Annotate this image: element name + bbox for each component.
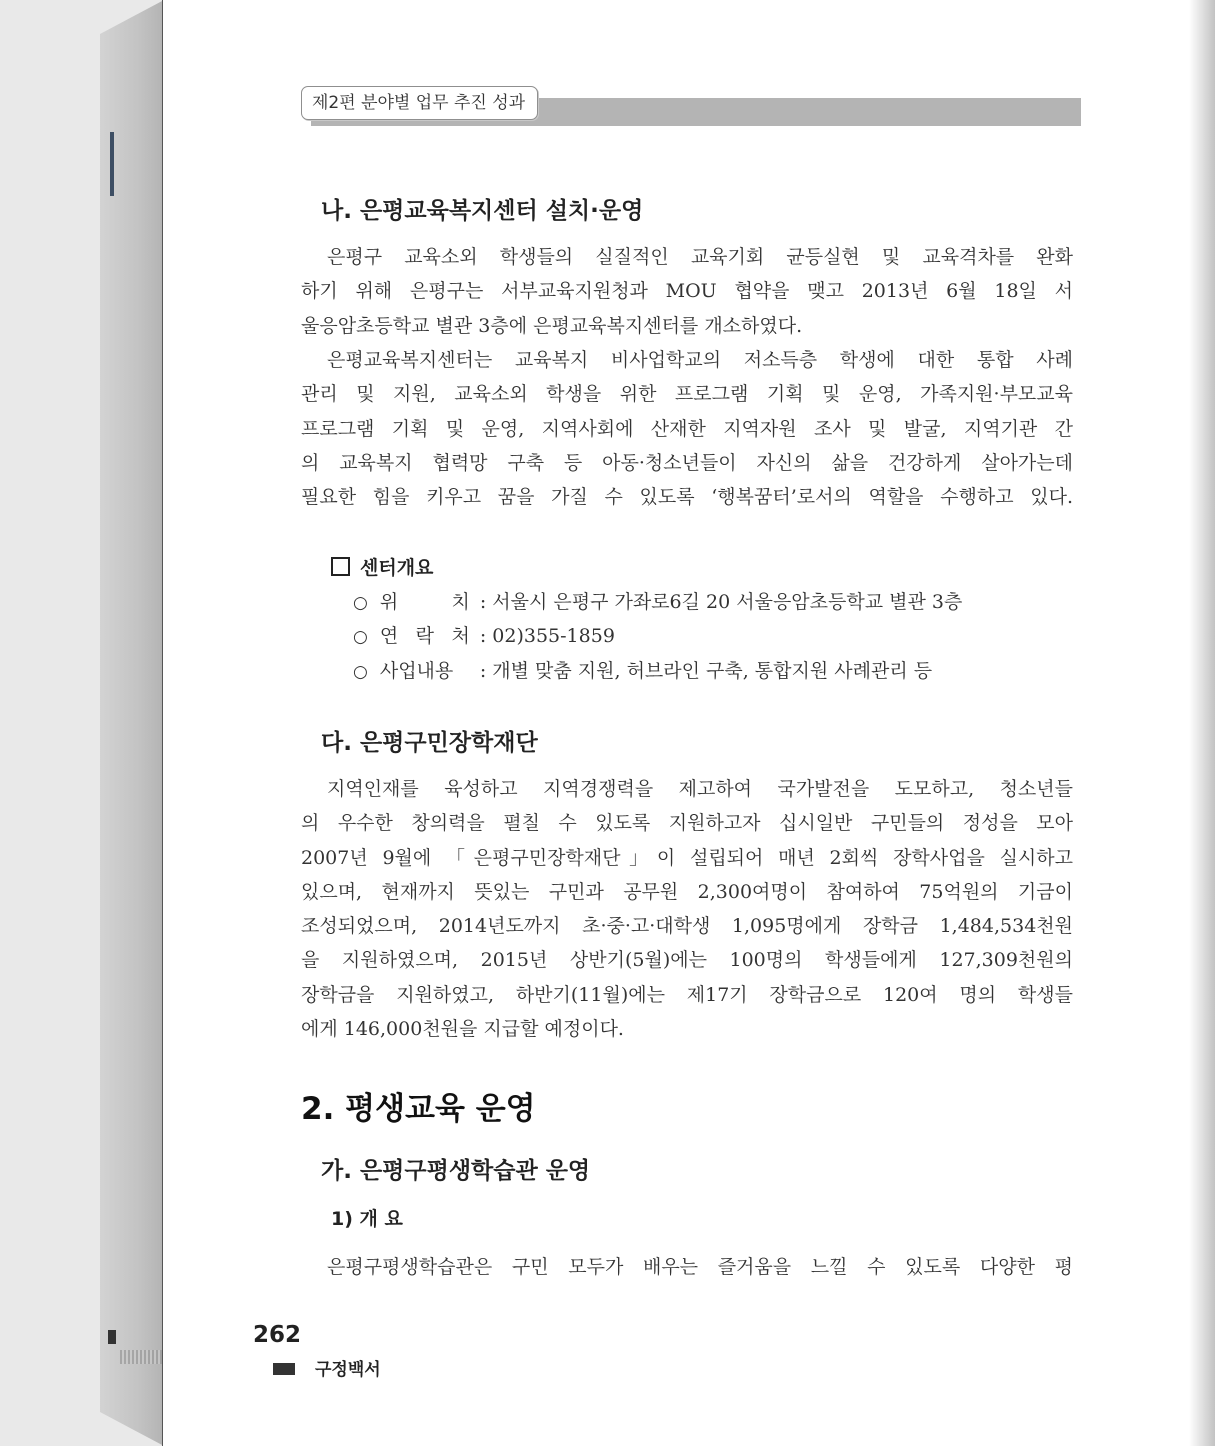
text-line: 은평구 교육소외 학생들의 실질적인 교육기회 균등실현 및 교육격차를 완화 — [327, 246, 1073, 268]
paragraph-ga — [301, 1250, 1073, 1284]
document-page — [162, 0, 1215, 1446]
square-bullet-icon — [331, 557, 350, 576]
text-line: 울응암초등학교 별관 3층에 은평교육복지센터를 개소하였다. — [301, 314, 803, 337]
heading-na: 나. 은평교육복지센터 설치·운영 — [321, 198, 644, 224]
heading-ga: 가. 은평구평생학습관 운영 — [321, 1158, 591, 1184]
heading-overview: 1) 개 요 — [331, 1208, 403, 1230]
section-header-tab: 제2편 분야별 업무 추진 성과 — [301, 86, 538, 120]
footer-book-title: 구정백서 — [315, 1360, 381, 1380]
text-line: 은평구평생학습관은 구민 모두가 배우는 즐거움을 느낄 수 있도록 다양한 평 — [327, 1256, 1073, 1278]
footer-bar — [273, 1363, 295, 1375]
info-label: 사업내용 — [379, 659, 454, 682]
info-item-contact — [353, 619, 962, 653]
text-line: 의 우수한 창의력을 펼칠 수 있도록 지원하고자 십시일반 구민들의 정성을 모아 — [301, 812, 1073, 835]
text-line: 하기 위해 은평구는 서부교육지원청과 MOU 협약을 맺고 2013년 6월 18일 서 — [301, 280, 1073, 303]
spine-stripe — [120, 1350, 164, 1364]
text-line: 장학금을 지원하였고, 하반기(11월)에는 제17기 장학금으로 120여 명의 학생들 — [301, 983, 1073, 1006]
text-line: 조성되었으며, 2014년도까지 초·중·고·대학생 1,095명에게 장학금 1,484,534천원 — [301, 915, 1073, 938]
center-overview-label: 센터개요 — [360, 557, 434, 579]
text-line: 프로그램 기획 및 운영, 지역사회에 산재한 지역자원 조사 및 발굴, 지역기관 간 — [301, 417, 1073, 440]
page-number: 262 — [253, 1322, 302, 1348]
text-line: 필요한 힘을 키우고 꿈을 가질 수 있도록 ‘행복꿈터’로서의 역할을 수행하고 있다. — [301, 486, 1073, 509]
text-line: 관리 및 지원, 교육소외 학생을 위한 프로그램 기획 및 운영, 가족지원·부모교육 — [301, 383, 1073, 406]
circle-bullet-icon: ○ — [353, 593, 368, 613]
page-edge-shadow — [1189, 0, 1215, 1446]
text-line: 의 교육복지 협력망 구축 등 아동·청소년들이 자신의 삶을 건강하게 살아가는데 — [301, 451, 1073, 474]
text-line: 을 지원하였으며, 2015년 상반기(5월)에는 100명의 학생들에게 127,309천원의 — [301, 949, 1073, 972]
info-value: : 개별 맞춤 지원, 허브라인 구축, 통합지원 사례관리 등 — [479, 659, 933, 682]
paragraph-da — [301, 772, 1073, 1046]
spine-mark — [110, 132, 114, 196]
spine-mark-bottom — [108, 1330, 116, 1344]
info-label: 연 락 처 — [379, 625, 470, 648]
info-value: : 서울시 은평구 가좌로6길 20 서울응암초등학교 별관 3층 — [479, 591, 963, 613]
book-spine — [100, 0, 164, 1446]
text-line: 2007년 9월에 「은평구민장학재단」이 설립되어 매년 2회씩 장학사업을 실시하고 — [301, 846, 1073, 869]
paragraph-na-2 — [301, 343, 1073, 514]
text-line: 있으며, 현재까지 뜻있는 구민과 공무원 2,300여명이 참여하여 75억원의 기금이 — [301, 880, 1073, 903]
heading-da: 다. 은평구민장학재단 — [321, 730, 538, 756]
info-item-location — [353, 585, 962, 619]
circle-bullet-icon: ○ — [353, 661, 368, 682]
info-item-business — [353, 654, 962, 688]
info-label: 위 치 — [379, 591, 470, 613]
info-value: : 02)355-1859 — [479, 625, 615, 648]
paragraph-na-1 — [301, 240, 1073, 343]
text-line: 지역인재를 육성하고 지역경쟁력을 제고하여 국가발전을 도모하고, 청소년들 — [327, 778, 1073, 800]
circle-bullet-icon: ○ — [353, 627, 368, 648]
text-line: 에게 146,000천원을 지급할 예정이다. — [301, 1018, 624, 1041]
center-overview-title — [331, 553, 433, 583]
text-line: 은평교육복지센터는 교육복지 비사업학교의 저소득층 학생에 대한 통합 사례 — [327, 349, 1073, 371]
center-info-list — [353, 585, 962, 688]
heading-lifelong-education: 2. 평생교육 운영 — [301, 1091, 536, 1127]
